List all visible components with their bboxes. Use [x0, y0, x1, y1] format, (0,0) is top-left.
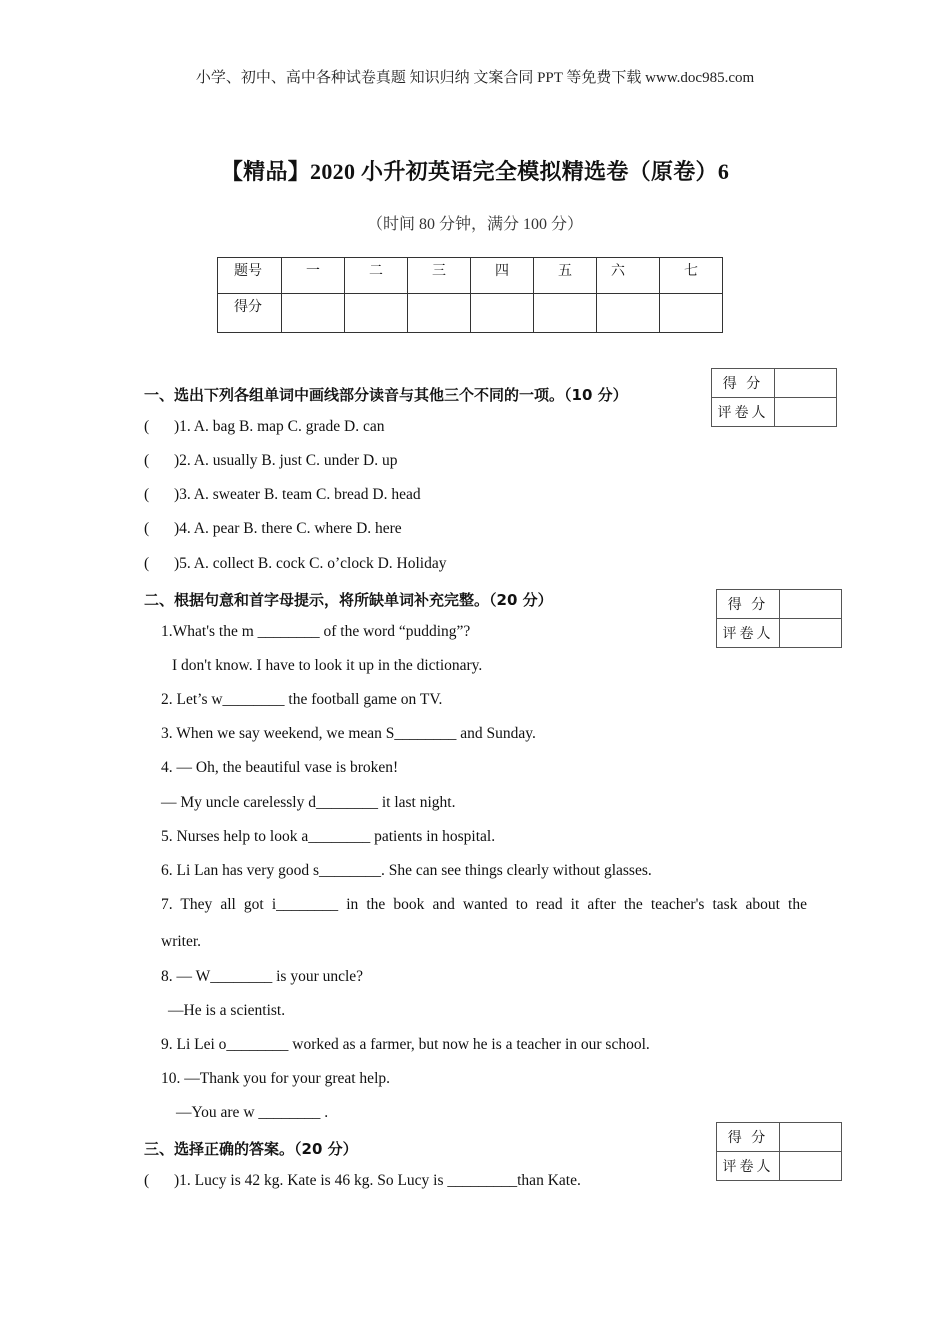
section2-line: I don't know. I have to look it up in the dictionary.: [172, 657, 483, 674]
score-cell[interactable]: [282, 294, 345, 333]
section2-line: 5. Nurses help to look a________ patients in hospital.: [161, 828, 496, 845]
section1-item: ( )1. A. bag B. map C. grade D. can: [144, 418, 385, 435]
section1-item: ( )3. A. sweater B. team C. bread D. head: [144, 486, 421, 503]
score-table-col: 三: [408, 258, 471, 294]
score-table-col: 六: [597, 258, 660, 294]
section1-item: ( )2. A. usually B. just C. under D. up: [144, 452, 398, 469]
grader-box-section1: [711, 368, 837, 427]
page-header: 小学、初中、高中各种试卷真题 知识归纳 文案合同 PPT 等免费下载 www.doc985.com: [195, 70, 755, 86]
score-table-col: 二: [345, 258, 408, 294]
grader-reviewer-label: 评卷人: [717, 619, 780, 648]
grader-score-label: 得 分: [712, 369, 775, 398]
score-table-row2-label: 得分: [218, 294, 282, 333]
section2-line: 1.What's the m ________ of the word “pudding”?: [161, 623, 471, 640]
page-title: 【精品】2020 小升初英语完全模拟精选卷（原卷）6: [220, 159, 730, 184]
section2-line: writer.: [161, 933, 202, 950]
grader-box-section3: [716, 1122, 842, 1181]
score-table-col: 五: [534, 258, 597, 294]
score-cell[interactable]: [597, 294, 660, 333]
section2-line: 9. Li Lei o________ worked as a farmer, but now he is a teacher in our school.: [161, 1036, 650, 1053]
section2-heading: 二、根据句意和首字母提示，将所缺单词补充完整。（20 分）: [144, 591, 553, 609]
section1-item: ( )5. A. collect B. cock C. o’clock D. Holiday: [144, 555, 447, 572]
answer-paren[interactable]: (: [144, 1172, 150, 1189]
score-cell[interactable]: [471, 294, 534, 333]
section2-line: 4. — Oh, the beautiful vase is broken!: [161, 759, 399, 776]
section2-line: —You are w ________ .: [176, 1104, 329, 1121]
section2-line: 6. Li Lan has very good s________. She can see things clearly without glasses.: [161, 862, 652, 879]
score-table-col: 四: [471, 258, 534, 294]
score-cell[interactable]: [345, 294, 408, 333]
section1-item: ( )4. A. pear B. there C. where D. here: [144, 520, 402, 537]
grader-reviewer-label: 评卷人: [712, 398, 775, 427]
grader-score-cell[interactable]: [780, 1123, 842, 1152]
grader-box-section2: [716, 589, 842, 648]
score-table-col: 一: [282, 258, 345, 294]
answer-paren[interactable]: (: [144, 555, 150, 572]
section3-heading: 三、选择正确的答案。（20 分）: [144, 1140, 358, 1158]
score-table: [217, 257, 723, 333]
answer-paren[interactable]: (: [144, 486, 150, 503]
section1-heading: 一、选出下列各组单词中画线部分读音与其他三个不同的一项。（10 分）: [144, 386, 628, 404]
score-cell[interactable]: [660, 294, 723, 333]
section2-line: 7. They all got i________ in the book and wanted to read it after the teacher's task about the: [161, 896, 807, 913]
section2-line: — My uncle carelessly d________ it last night.: [161, 794, 456, 811]
page-subtitle: （时间 80 分钟，满分 100 分）: [366, 216, 583, 233]
answer-paren[interactable]: (: [144, 452, 150, 469]
section3-item: ( )1. Lucy is 42 kg. Kate is 46 kg. So Lucy is _________than Kate.: [144, 1172, 581, 1189]
grader-reviewer-cell[interactable]: [780, 1152, 842, 1181]
section2-line: —He is a scientist.: [168, 1002, 286, 1019]
grader-score-label: 得 分: [717, 1123, 780, 1152]
grader-reviewer-cell[interactable]: [780, 619, 842, 648]
grader-reviewer-cell[interactable]: [775, 398, 837, 427]
score-table-col: 七: [660, 258, 723, 294]
section2-line: 8. — W________ is your uncle?: [161, 968, 364, 985]
score-table-row1-label: 题号: [218, 258, 282, 294]
score-cell[interactable]: [408, 294, 471, 333]
answer-paren[interactable]: (: [144, 418, 150, 435]
grader-score-cell[interactable]: [775, 369, 837, 398]
section2-line: 10. —Thank you for your great help.: [161, 1070, 390, 1087]
answer-paren[interactable]: (: [144, 520, 150, 537]
section2-line: 2. Let’s w________ the football game on TV.: [161, 691, 443, 708]
section2-line: 3. When we say weekend, we mean S________ and Sunday.: [161, 725, 536, 742]
grader-reviewer-label: 评卷人: [717, 1152, 780, 1181]
grader-score-label: 得 分: [717, 590, 780, 619]
score-cell[interactable]: [534, 294, 597, 333]
grader-score-cell[interactable]: [780, 590, 842, 619]
